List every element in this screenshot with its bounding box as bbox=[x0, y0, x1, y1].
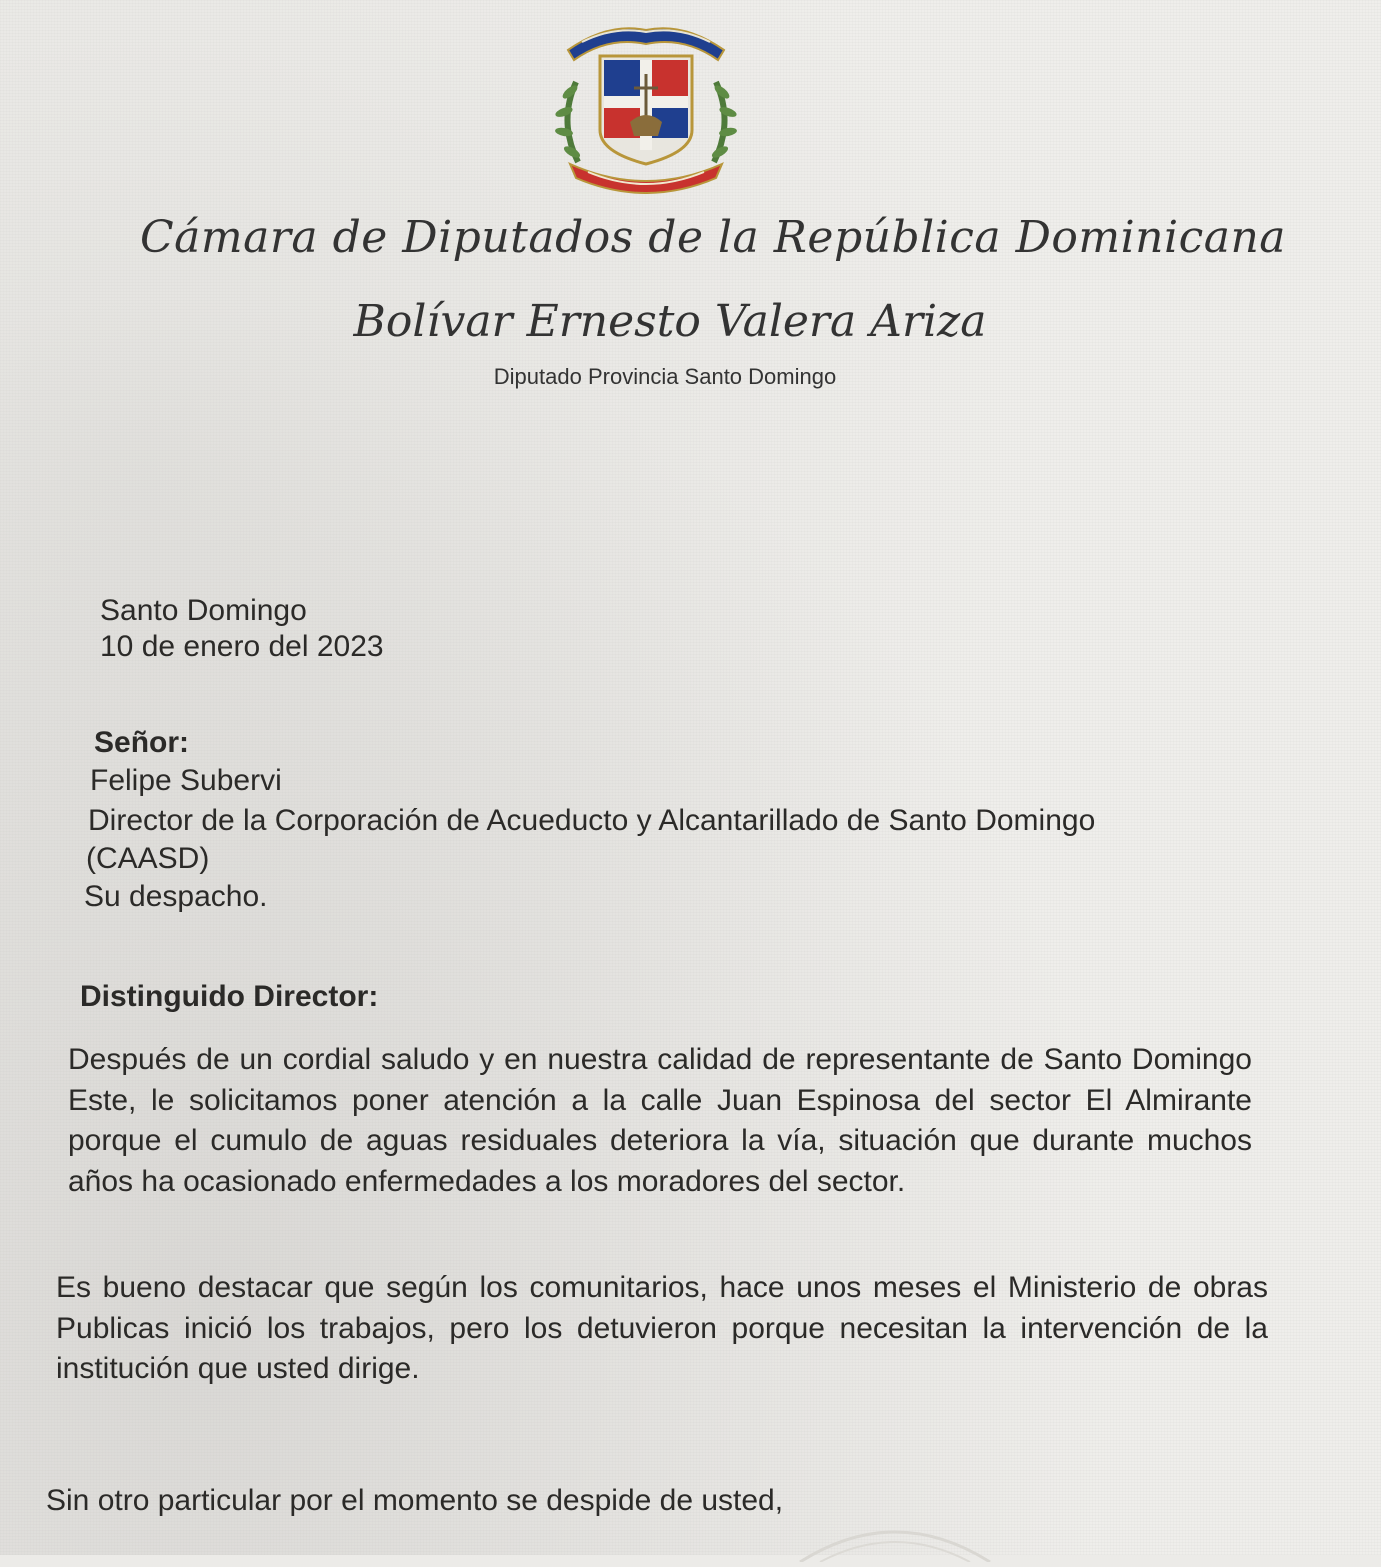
embossed-seal-icon bbox=[790, 1522, 1000, 1562]
recipient-title: Director de la Corporación de Acueducto y Alcantarillado de Santo Domingo bbox=[88, 804, 1096, 837]
body-paragraph-2: Es bueno destacar que según los comunitarios, hace unos meses el Ministerio de obras Publicas inició los trabajos, pero los detuvieron porque necesitan la intervención de la institución que usted dirige. bbox=[56, 1271, 1268, 1385]
recipient-acronym: (CAASD) bbox=[86, 842, 210, 875]
recipient-office: Su despacho. bbox=[84, 880, 268, 913]
dateline-date: 10 de enero del 2023 bbox=[100, 630, 384, 663]
deputy-name: Bolívar Ernesto Valera Ariza bbox=[353, 296, 987, 347]
closing-line: Sin otro particular por el momento se despide de usted, bbox=[46, 1484, 784, 1517]
deputy-role: Diputado Provincia Santo Domingo bbox=[493, 364, 837, 389]
greeting: Distinguido Director: bbox=[80, 980, 379, 1013]
chamber-title: Cámara de Diputados de la República Dominicana bbox=[140, 212, 1287, 263]
recipient-name: Felipe Subervi bbox=[90, 764, 282, 797]
embossed-stamp bbox=[790, 1522, 1000, 1562]
recipient-salutation: Señor: bbox=[94, 726, 190, 759]
coat-of-arms-seal bbox=[548, 12, 744, 194]
body-paragraph-1: Después de un cordial saludo y en nuestra calidad de representante de Santo Domingo Este, le solicitamos poner atención a la calle Juan Espinosa del sector El Almirante porque el cumulo de aguas residuales deteriora la vía, situación que durante muchos años ha ocasionado enfermedades a los moradores del sector. bbox=[68, 1043, 1252, 1198]
dominican-coat-of-arms-icon bbox=[548, 12, 744, 194]
dateline-place: Santo Domingo bbox=[100, 594, 307, 627]
